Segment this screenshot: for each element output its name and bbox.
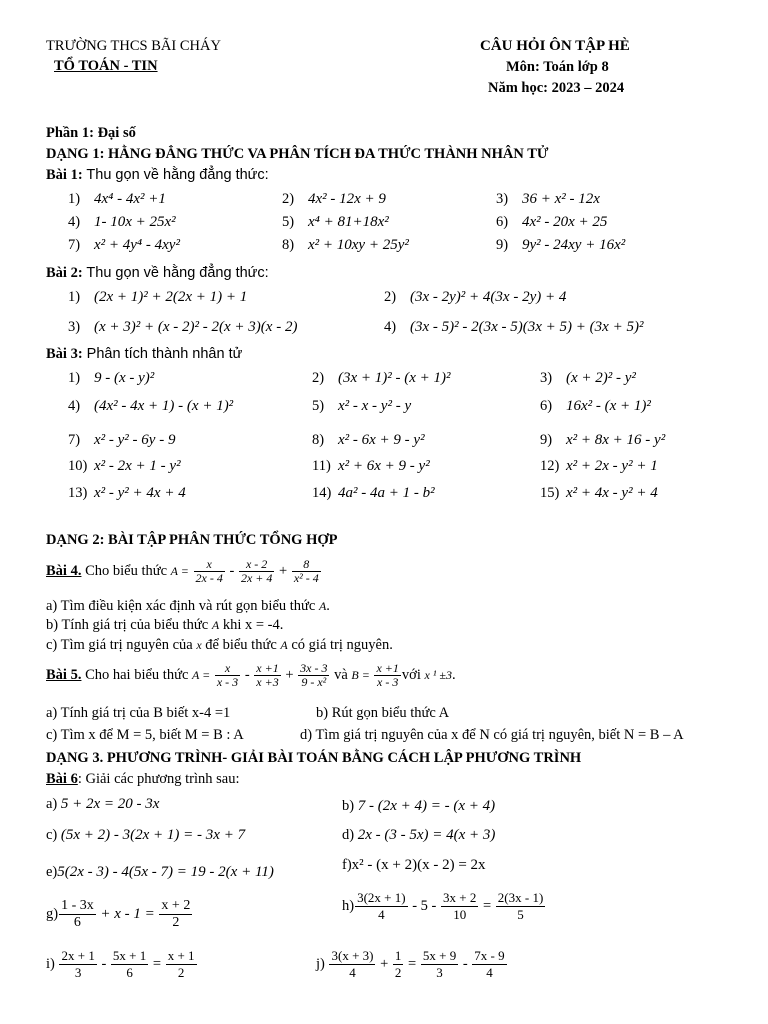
fraction: $\frac{x - 2}{2x + 4}$ (240, 557, 273, 585)
exercise-item (312, 458, 430, 475)
item-number: 15) (540, 485, 560, 501)
equation-b: b) 7 - (2x + 4) = - (x + 4) (342, 798, 496, 814)
connector-text: và (334, 666, 352, 683)
item-number: 13) (68, 485, 88, 501)
exercise-item (68, 458, 181, 475)
exercise-item (312, 432, 425, 449)
item-number: 14) (312, 485, 332, 501)
fraction: $\frac{x}{2x - 4}$ (195, 557, 223, 585)
exercise-item (312, 370, 451, 387)
item-expression: (2x + 1)² + 2(2x + 1) + 1 (94, 289, 248, 305)
exercise-item (68, 289, 247, 306)
exercise-label: Bài 3: (46, 346, 83, 362)
item-expression: 9y² - 24xy + 16x² (522, 237, 626, 253)
item-expression: x² - 6x + 9 - y² (338, 432, 425, 448)
item-number: 4) (68, 398, 81, 414)
exercise-item (312, 485, 435, 502)
exercise-item (68, 319, 297, 336)
question-5a: a) Tính giá trị của B biết x-4 =1 (46, 705, 231, 721)
exercise-text: Thu gọn về hằng đẳng thức: (82, 265, 269, 281)
exercise-text: Phân tích thành nhân tử (82, 346, 243, 362)
question-5c: c) Tìm x để M = 5, biết M = B : A (46, 727, 244, 743)
equation-f: f)x² - (x + 2)(x - 2) = 2x (342, 857, 486, 873)
item-expression: x² + 10xy + 25y² (308, 237, 409, 253)
item-expression: 9 - (x - y)² (94, 370, 155, 386)
item-expression: 4a² - 4a + 1 - b² (338, 485, 435, 501)
exercise-item (68, 191, 166, 208)
expr-a-name: A = (170, 563, 189, 578)
exercise-item (68, 432, 175, 449)
question-4c: c) Tìm giá trị nguyên của x để biểu thức A có giá trị nguyên. (46, 637, 393, 653)
department: TỔ TOÁN - TIN (54, 58, 158, 74)
item-expression: 4x⁴ - 4x² +1 (94, 191, 166, 207)
section-heading-2: DẠNG 2: BÀI TẬP PHÂN THỨC TỔNG HỢP (46, 532, 338, 548)
item-number: 1) (68, 289, 81, 305)
section-heading-3: DẠNG 3. PHƯƠNG TRÌNH- GIẢI BÀI TOÁN BẰNG CÁCH LẬP PHƯƠNG TRÌNH (46, 750, 582, 766)
exercise-item (68, 370, 154, 387)
question-4a: a) Tìm điều kiện xác định và rút gọn biểu thức A. (46, 598, 330, 614)
section-heading-1: DẠNG 1: HẰNG ĐẲNG THỨC VA PHÂN TÍCH ĐA THỨC THÀNH NHÂN TỬ (46, 146, 549, 162)
item-number: 12) (540, 458, 560, 474)
item-number: 5) (282, 214, 295, 230)
item-number: 1) (68, 191, 81, 207)
item-expression: (3x - 2y)² + 4(3x - 2y) + 4 (410, 289, 567, 305)
connector-text: với (401, 666, 425, 683)
item-number: 6) (540, 398, 553, 414)
equation-g: g) $\frac{1 - 3x}{6}$ + x - 1 = $\frac{x + 2}{2}$ (46, 898, 191, 930)
condition: x ¹ ±3 (424, 667, 453, 682)
equation-i: i) $\frac{2x + 1}{3}$ - $\frac{5x + 1}{6}$ = $\frac{x + 1}{2}$ (46, 948, 195, 980)
item-number: 1) (68, 370, 81, 386)
question-5d: d) Tìm giá trị nguyên của x để N có giá trị nguyên, biết N = B – A (300, 727, 684, 743)
exercise-item (384, 289, 566, 306)
item-expression: x² + 4y⁴ - 4xy² (94, 237, 180, 253)
item-number: 7) (68, 237, 81, 253)
equation-c: c) (5x + 2) - 3(2x + 1) = - 3x + 7 (46, 827, 246, 843)
fraction: $\frac{x +1}{x +3}$ (256, 661, 279, 689)
expr-a-name: A = (192, 667, 211, 682)
operator: - (229, 562, 235, 579)
item-expression: 4x² - 12x + 9 (308, 191, 386, 207)
fraction: $\frac{x}{x - 3}$ (216, 661, 239, 689)
item-expression: x² - y² + 4x + 4 (94, 485, 186, 501)
item-expression: (x + 2)² - y² (566, 370, 636, 386)
item-expression: x² + 4x - y² + 4 (566, 485, 658, 501)
exercise-item (540, 370, 636, 387)
item-expression: x² - x - y² - y (338, 398, 412, 414)
exercise-item (540, 398, 651, 415)
fraction: $\frac{3x - 3}{\text{9 - x²}}$ (300, 661, 328, 689)
exercise-4-statement (46, 558, 322, 585)
exercise-item (282, 214, 389, 231)
item-expression: x² + 6x + 9 - y² (338, 458, 430, 474)
item-number: 2) (384, 289, 397, 305)
item-expression: 4x² - 20x + 25 (522, 214, 608, 230)
item-expression: (3x - 5)² - 2(3x - 5)(3x + 5) + (3x + 5)² (410, 319, 644, 335)
exercise-label: Bài 1: (46, 167, 83, 183)
school-year: Năm học: 2023 – 2024 (488, 80, 625, 96)
item-number: 9) (540, 432, 553, 448)
item-number: 3) (540, 370, 553, 386)
item-number: 4) (384, 319, 397, 335)
item-number: 2) (312, 370, 325, 386)
expr-b-name: B = (351, 667, 370, 682)
exercise-text: Cho biểu thức (81, 562, 171, 579)
question-5b: b) Rút gọn biểu thức A (316, 705, 450, 721)
item-expression: 16x² - (x + 1)² (566, 398, 651, 414)
exercise-item (496, 237, 625, 254)
exercise-item (282, 237, 409, 254)
equation-h: h) $\frac{3(2x + 1)}{4}$ - 5 - $\frac{3x + 2}{10}$ = $\frac{2(3x - 1)}{5}$ (342, 890, 544, 922)
doc-title: CÂU HỎI ÔN TẬP HÈ (480, 38, 630, 54)
exercise-item (540, 485, 658, 502)
exercise-label: Bài 5. (46, 666, 82, 683)
exercise-text: : Giải các phương trình sau: (77, 771, 240, 787)
exercise-item (68, 214, 176, 231)
item-expression: x² - 2x + 1 - y² (94, 458, 181, 474)
item-expression: 1- 10x + 25x² (94, 214, 176, 230)
operator: + (279, 562, 288, 579)
item-number: 9) (496, 237, 509, 253)
exercise-item (68, 485, 186, 502)
item-number: 7) (68, 432, 81, 448)
item-number: 10) (68, 458, 88, 474)
item-expression: (3x + 1)² - (x + 1)² (338, 370, 451, 386)
item-number: 8) (282, 237, 295, 253)
item-number: 4) (68, 214, 81, 230)
item-number: 8) (312, 432, 325, 448)
exercise-item (496, 214, 607, 231)
question-4b: b) Tính giá trị của biểu thức A khi x = -4. (46, 617, 284, 633)
equation-j: j) $\frac{3(x + 3)}{4}$ + $\frac{1}{2}$ = $\frac{5x + 9}{3}$ - $\frac{7x - 9}{4}$ (316, 948, 505, 980)
exercise-item (312, 398, 411, 415)
exercise-label: Bài 2: (46, 265, 83, 281)
equation-d: d) 2x - (3 - 5x) = 4(x + 3) (342, 827, 496, 843)
school-name: TRƯỜNG THCS BÃI CHÁY (46, 38, 221, 54)
equation-a: a) 5 + 2x = 20 - 3x (46, 796, 160, 812)
equation-e: e)5(2x - 3) - 4(5x - 7) = 19 - 2(x + 11) (46, 864, 274, 880)
exercise-item (540, 458, 658, 475)
item-number: 6) (496, 214, 509, 230)
exercise-text: Cho hai biểu thức (81, 666, 193, 683)
item-expression: 36 + x² - 12x (522, 191, 600, 207)
item-number: 5) (312, 398, 325, 414)
item-number: 2) (282, 191, 295, 207)
exercise-item (496, 191, 600, 208)
exercise-item (282, 191, 386, 208)
exercise-item (68, 398, 233, 415)
operator: - (244, 666, 250, 683)
operator: + (285, 666, 294, 683)
exercise-item (384, 319, 643, 336)
part-heading: Phần 1: Đại số (46, 125, 136, 141)
item-number: 3) (496, 191, 509, 207)
fraction: $\frac{x +1}{x - 3}$ (376, 661, 399, 689)
item-expression: x² - y² - 6y - 9 (94, 432, 176, 448)
exercise-5-statement: Bài 5. Cho hai biểu thức A = $\frac{x}{x - 3}$ - $\frac{x +1}{x +3}$ + $\frac{3x - 3}{\text{9 - x²}}$ và B = $\frac{x +1}{x - 3}$ với x ¹ ±3. (46, 661, 456, 689)
exercise-item (68, 237, 180, 254)
exercise-text: Thu gọn về hằng đẳng thức: (82, 167, 269, 183)
item-number: 11) (312, 458, 331, 474)
fraction: $\frac{8}{\text{x² - 4}}$ (293, 557, 319, 585)
item-expression: x² + 2x - y² + 1 (566, 458, 658, 474)
item-expression: (4x² - 4x + 1) - (x + 1)² (94, 398, 234, 414)
item-expression: (x + 3)² + (x - 2)² - 2(x + 3)(x - 2) (94, 319, 298, 335)
subject: Môn: Toán lớp 8 (506, 59, 609, 75)
item-expression: x² + 8x + 16 - y² (566, 432, 666, 448)
exercise-6-heading (46, 771, 240, 788)
item-number: 3) (68, 319, 81, 335)
exercise-label: Bài 6 (46, 771, 78, 787)
exercise-2-heading (46, 265, 269, 282)
item-expression: x⁴ + 81+18x² (308, 214, 389, 230)
exercise-label: Bài 4. (46, 562, 82, 579)
exercise-item (540, 432, 665, 449)
exercise-3-heading (46, 346, 242, 363)
exercise-1-heading (46, 167, 269, 184)
